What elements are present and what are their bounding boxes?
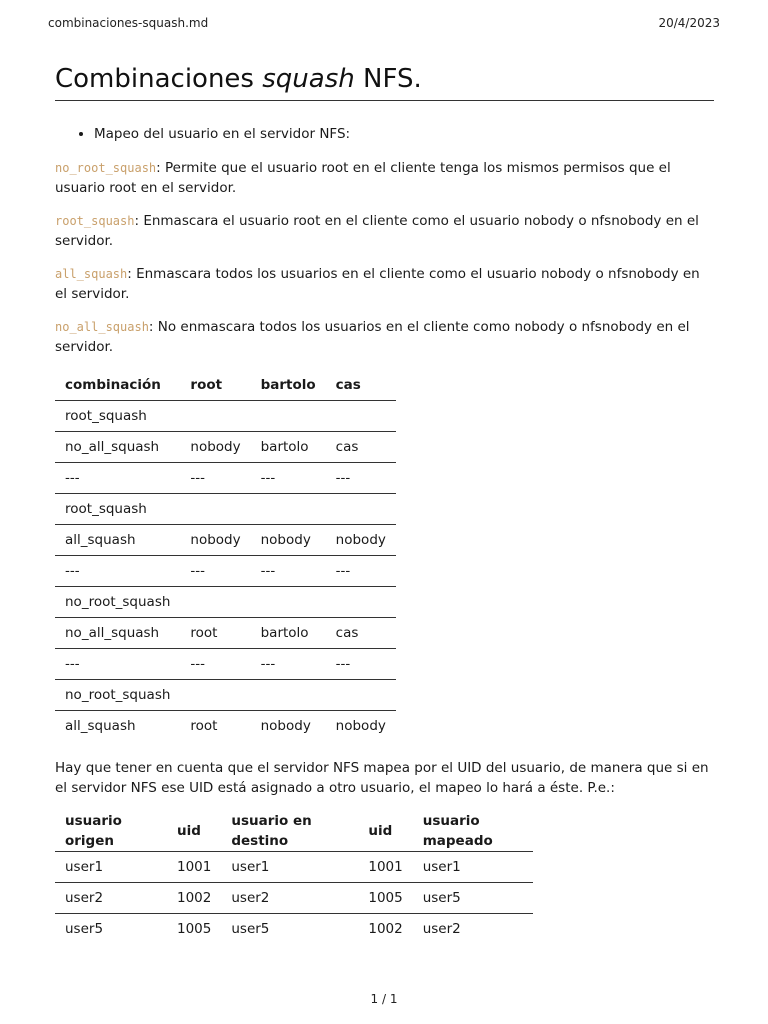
table-cell: ---	[326, 556, 396, 587]
table-cell: bartolo	[251, 618, 326, 649]
definition-text: : Permite que el usuario root en el cliente tenga los mismos permisos que el usuario root en el servidor.	[55, 160, 671, 196]
table-cell: user2	[221, 883, 358, 914]
definition-text: : Enmascara el usuario root en el cliente como el usuario nobody o nfsnobody en el servidor.	[55, 213, 699, 249]
uid-mapping-table	[55, 811, 533, 944]
table-cell: no_all_squash	[55, 618, 180, 649]
table-cell: root_squash	[55, 494, 180, 525]
table-cell: user2	[422, 921, 461, 937]
table-cell: user5	[231, 921, 270, 937]
table-header-row	[55, 811, 533, 852]
table-cell: cas	[326, 432, 396, 463]
table-cell: root	[190, 718, 218, 734]
table-cell: user5	[65, 921, 104, 937]
table-cell: root	[180, 618, 250, 649]
table-row	[55, 649, 396, 680]
table-cell: user2	[55, 883, 167, 914]
page-title	[55, 64, 714, 101]
table-cell	[180, 401, 250, 432]
table-cell	[180, 587, 250, 618]
table-cell: 1001	[167, 852, 221, 883]
table-cell	[326, 401, 396, 432]
definition-text: : No enmascara todos los usuarios en el cliente como nobody o nfsnobody en el servidor.	[55, 319, 690, 355]
definition-text: : Enmascara todos los usuarios en el cliente como el usuario nobody o nfsnobody en el servidor.	[55, 266, 700, 302]
table-cell: ---	[251, 556, 326, 587]
column-header: uid	[358, 811, 412, 852]
table-row	[55, 618, 396, 649]
bullet-list	[55, 124, 715, 144]
column-header: usuario en destino	[221, 811, 358, 852]
option-code: root_squash	[55, 214, 135, 228]
table-cell	[251, 494, 326, 525]
table-cell	[326, 587, 396, 618]
table-cell	[251, 401, 326, 432]
table-cell: ---	[326, 649, 396, 680]
table-cell: 1002	[167, 883, 221, 914]
table-cell: all_squash	[65, 718, 136, 734]
table-row	[55, 680, 396, 711]
document-body	[55, 122, 715, 961]
title-prefix: Combinaciones	[55, 64, 263, 94]
table-cell: user1	[413, 852, 533, 883]
column-header: combinación	[55, 370, 180, 401]
table-cell: user1	[221, 852, 358, 883]
table-cell: 1001	[358, 852, 412, 883]
table-cell: nobody	[326, 525, 396, 556]
column-header: usuario mapeado	[413, 811, 533, 852]
table-row	[55, 494, 396, 525]
column-header: usuario origen	[55, 811, 167, 852]
table-cell: no_all_squash	[55, 432, 180, 463]
title-suffix: NFS.	[354, 64, 422, 94]
table-row	[55, 401, 396, 432]
table-cell: 1002	[368, 921, 403, 937]
table-cell	[251, 587, 326, 618]
table-cell: nobody	[335, 718, 386, 734]
definitions	[55, 158, 715, 357]
table-row	[55, 556, 396, 587]
table-cell: ---	[55, 649, 180, 680]
column-header: root	[180, 370, 250, 401]
table-row	[55, 883, 533, 914]
definition-all-squash	[55, 264, 715, 304]
table-header-row	[55, 370, 396, 401]
column-header: cas	[326, 370, 396, 401]
table-cell: ---	[251, 463, 326, 494]
table-row	[55, 914, 533, 945]
table-cell: nobody	[260, 718, 311, 734]
table-cell: ---	[180, 556, 250, 587]
table-cell: bartolo	[251, 432, 326, 463]
table-cell: ---	[180, 463, 250, 494]
table-cell	[251, 680, 326, 711]
table-cell: ---	[180, 649, 250, 680]
table-cell: root_squash	[55, 401, 180, 432]
table-cell: ---	[55, 556, 180, 587]
header-filename: combinaciones-squash.md	[48, 16, 209, 30]
table-cell	[326, 494, 396, 525]
title-italic: squash	[262, 64, 355, 94]
column-header: bartolo	[251, 370, 326, 401]
definition-no-all-squash	[55, 317, 715, 357]
table-cell: no_root_squash	[55, 680, 180, 711]
definition-no-root-squash	[55, 158, 715, 198]
table-row	[55, 432, 396, 463]
table-cell: 1005	[177, 921, 212, 937]
option-code: no_root_squash	[55, 161, 157, 175]
definition-root-squash	[55, 211, 715, 251]
page-number: 1 / 1	[370, 992, 398, 1006]
option-code: no_all_squash	[55, 320, 149, 334]
table-cell: nobody	[180, 525, 250, 556]
column-header: uid	[167, 811, 221, 852]
table-cell: ---	[251, 649, 326, 680]
option-code: all_squash	[55, 267, 128, 281]
table-row	[55, 711, 396, 742]
combinations-table	[55, 370, 396, 741]
table-row	[55, 463, 396, 494]
table-cell	[180, 494, 250, 525]
table-cell: no_root_squash	[55, 587, 180, 618]
table-cell: ---	[55, 463, 180, 494]
table-cell: cas	[326, 618, 396, 649]
table-cell: ---	[326, 463, 396, 494]
header-date: 20/4/2023	[658, 16, 720, 30]
table-cell: user5	[413, 883, 533, 914]
table-row	[55, 852, 533, 883]
table-row	[55, 587, 396, 618]
table-cell: nobody	[251, 525, 326, 556]
table-row	[55, 525, 396, 556]
table-cell: user1	[55, 852, 167, 883]
uid-paragraph: Hay que tener en cuenta que el servidor NFS mapea por el UID del usuario, de manera que si en el servidor NFS ese UID está asignado a otro usuario, el mapeo lo hará a éste. P.e.:	[55, 760, 709, 796]
table-cell	[326, 680, 396, 711]
table-cell: nobody	[180, 432, 250, 463]
table-cell: all_squash	[55, 525, 180, 556]
table-cell: 1005	[358, 883, 412, 914]
bullet-item: • Mapeo del usuario en el servidor NFS:	[94, 124, 715, 144]
table-cell	[180, 680, 250, 711]
